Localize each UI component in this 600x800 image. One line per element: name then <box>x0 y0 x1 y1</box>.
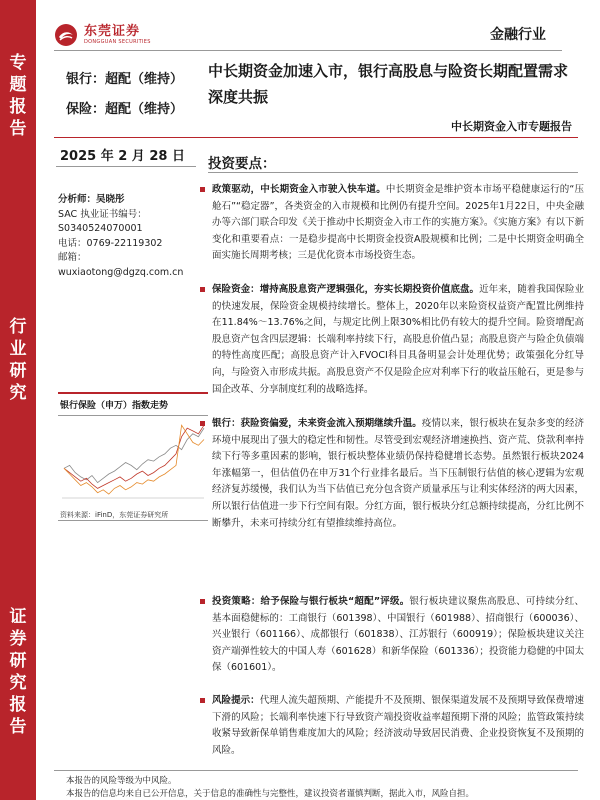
date-divider <box>56 166 196 167</box>
bullet-icon <box>200 599 205 604</box>
analyst-email-label: 邮箱： <box>58 252 87 263</box>
report-date: 2025 年 2 月 28 日 <box>60 149 185 164</box>
header-divider <box>54 50 562 51</box>
key-point-body: 代理人流失超预期、产能提升不及预期、银保渠道发展不及预期导致保费增速下滑的风险；长端利率快速下行导致资产端投资收益率超预期下滑的风险；监管政策持续收紧导致新保单销售难度加大的风险；经济波动导致居民消费、企业投资恢复不及预期的风险。 <box>212 695 584 756</box>
bullet-icon <box>200 187 205 192</box>
bullet-icon <box>200 698 205 703</box>
key-points-divider <box>208 172 578 173</box>
key-point-lead: 保险资金：增持高股息资产逻辑强化，夯实长期投资价值底盘。 <box>212 284 480 295</box>
sidebar <box>0 0 36 800</box>
sidebar-label-industry-research: 行 业 研 究 <box>9 317 27 403</box>
analyst-email[interactable]: wuxiaotong@dgzq.com.cn <box>58 266 184 278</box>
key-point-strategy <box>212 594 584 677</box>
key-point-lead: 政策驱动，中长期资金入市驶入快车道。 <box>212 184 386 195</box>
analyst-cert-number: S0340524070001 <box>58 223 143 234</box>
key-point-insurance <box>212 282 584 398</box>
key-point-lead: 银行：获险资偏爱，未来资金流入预期继续升温。 <box>212 418 422 429</box>
report-subtype: 中长期资金入市专题报告 <box>451 120 572 133</box>
key-point-lead: 投资策略：给予保险与银行板块“超配”评级。 <box>212 596 410 607</box>
company-logo <box>54 22 151 48</box>
chart-title: 银行保险（申万）指数走势 <box>58 392 208 416</box>
key-point-policy <box>212 182 584 265</box>
index-trend-chart <box>58 412 208 507</box>
key-points-title: 投资要点： <box>208 156 276 172</box>
analyst-info <box>58 193 208 280</box>
chart-series-line-2 <box>64 425 204 488</box>
chart-series-line-1 <box>64 428 204 483</box>
footer-risk-level: 本报告的风险等级为中风险。 <box>66 776 177 786</box>
footer-divider <box>54 770 578 771</box>
key-point-banking <box>212 416 584 532</box>
industry-label: 金融行业 <box>490 27 546 43</box>
bullet-icon <box>200 287 205 292</box>
key-point-body: 近年来，随着我国保险业的快速发展，保险资金规模持续增长。整体上，2020年以来险资权益资产配置比例维持在11.84%～13.76%之间，与规定比例上限30%相比仍有较大的提升空间。险资增配高股息资产包含四层逻辑：长端利率持续下行，高股息价值凸显；高股息资产与险企负债端的特性高度匹配；高股息资产计入FVOCI科目具备明显会计处理优势；政策强化分红导向，与险资入市形成共振。高股息资产不仅是险企应对利率下行的收益压舱石，更是参与国企改革、分享制度红利的战略选择。 <box>212 284 584 395</box>
key-point-risk <box>212 693 584 759</box>
chart-divider <box>58 520 208 521</box>
sidebar-label-report-type: 专 题 报 告 <box>9 53 27 139</box>
report-title: 中长期资金加速入市，银行高股息与险资长期配置需求深度共振 <box>208 62 569 106</box>
analyst-cert-label: SAC 执业证书编号： <box>58 208 147 220</box>
chart-source: 资料来源：iFinD，东莞证券研究所 <box>60 511 169 519</box>
analyst-phone: 电话：0769-22119302 <box>58 237 163 249</box>
footer-disclaimer: 本报告的信息均来自已公开信息，关于信息的准确性与完整性，建议投资者谨慎判断，据此入市，风险自担。 <box>66 789 475 799</box>
logo-mark-icon <box>54 23 78 47</box>
rating-insurance: 保险：超配（维持） <box>66 102 184 117</box>
chart-series-line-3 <box>64 425 204 494</box>
logo-english: DONGGUAN SECURITIES <box>84 38 151 45</box>
key-point-lead: 风险提示： <box>212 695 260 706</box>
key-point-body: 疫情以来，银行板块在复杂多变的经济环境中展现出了强大的稳定性和韧性。尽管受到宏观经济增速换挡、资产荒、贷款利率持续下行等多重因素的影响，银行板块整体业绩仍保持稳健增长态势。虽然银行板块2024年涨幅第一，但估值仍在申万31个行业排名最后。当下压制银行估值的核心逻辑为宏观经济复苏缓慢，我们认为当下估值已充分包含资产质量承压与让利实体经济的两大因素，所以银行估值进一步下行空间有限。分红方面，银行板块分红总额持续提高，分红比例不断攀升，未来可持续分红有望推续维持高位。 <box>212 418 584 529</box>
title-divider <box>54 137 578 138</box>
logo-name: 东莞证券 <box>84 23 141 39</box>
key-point-body: 中长期资金是维护资本市场平稳健康运行的“压舱石”“稳定器”，各类资金的入市规模和比例仍有提升空间。2025年1月22日，中央金融办等六部门联合印发《关于推动中长期资金入市工作的实施方案》。《实施方案》有以下新变化和重要看点：一是稳步提高中长期资金投资A股规模和比例；二是中长期资金明确全面实施长周期考核；三是优化资本市场投资生态。 <box>212 184 584 262</box>
rating-banking: 银行：超配（维持） <box>66 72 184 87</box>
key-point-body: 银行板块建议聚焦高股息、可持续分红、基本面稳健标的：工商银行（601398）、中国银行（601988）、招商银行（600036）、兴业银行（601166）、成都银行（601838）、江苏银行（600919）；保险板块建议关注资产端弹性较大的中国人寿（601628）和新华保险（601336）；投资能力稳健的中国太保（601601）。 <box>212 596 584 674</box>
bullet-icon <box>200 421 205 426</box>
analyst-name: 分析师：吴晓彤 <box>58 194 125 205</box>
sidebar-label-securities-research: 证 券 研 究 报 告 <box>9 607 27 737</box>
